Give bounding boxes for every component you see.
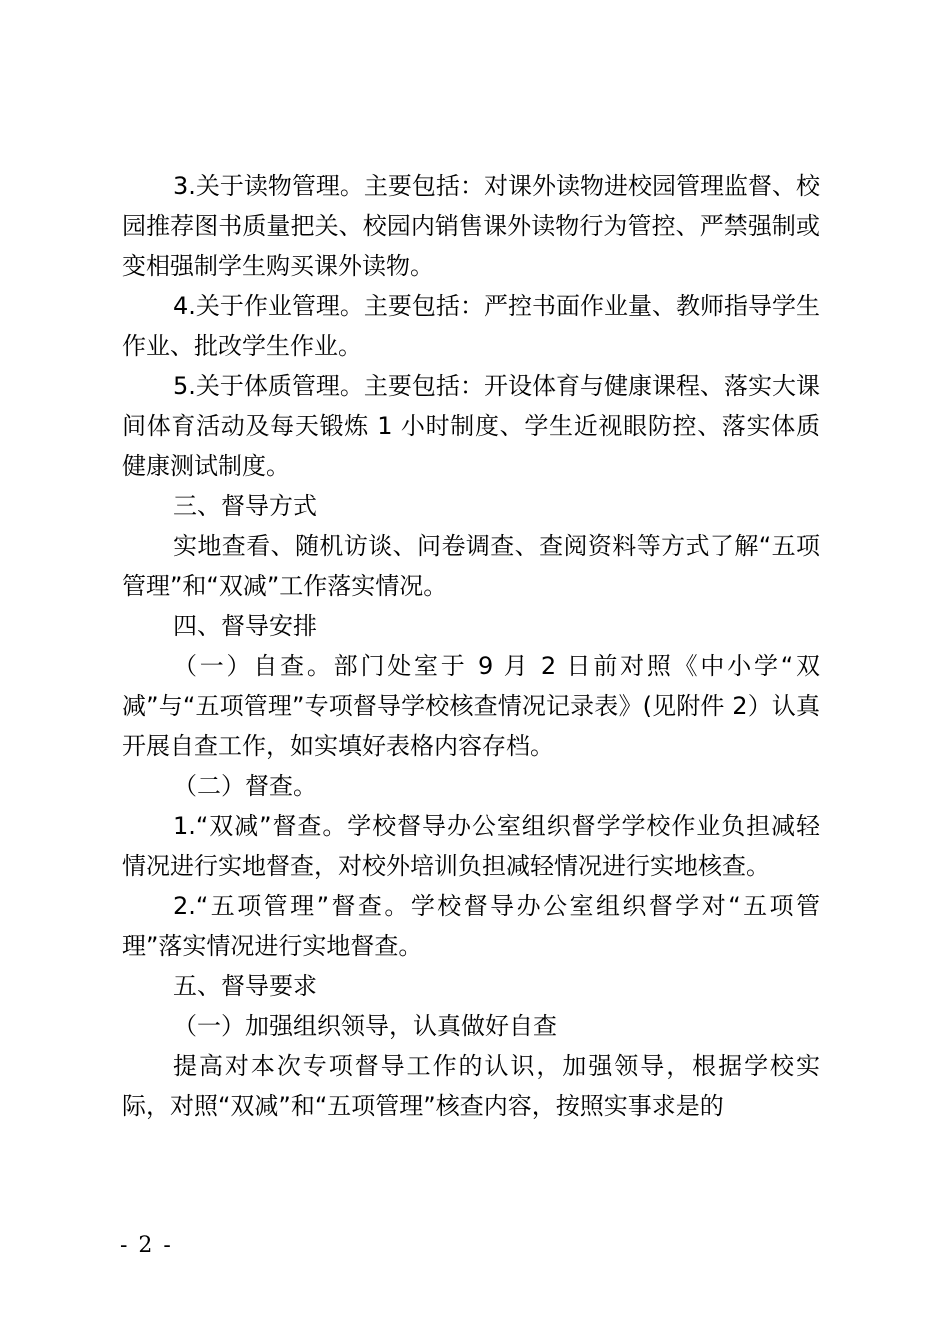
section-heading-supervision-method: 三、督导方式 <box>173 492 317 520</box>
page-number: - 2 - <box>120 1233 173 1258</box>
document-body <box>122 166 820 1126</box>
subheading-supervision: （二）督查。 <box>173 772 317 800</box>
paragraph-physical-management: 5.关于体质管理。主要包括：开设体育与健康课程、落实大课间体育活动及每天锻炼 1 小时制度、学生近视眼防控、落实体质健康测试制度。 <box>122 372 820 480</box>
section-heading-supervision-requirements: 五、督导要求 <box>173 972 317 1000</box>
subheading-strengthen-leadership: （一）加强组织领导，认真做好自查 <box>173 1012 557 1040</box>
paragraph-homework-management: 4.关于作业管理。主要包括：严控书面作业量、教师指导学生作业、批改学生作业。 <box>122 292 820 360</box>
paragraph-self-inspection: （一）自查。部门处室于 9 月 2 日前对照《中小学“双减”与“五项管理”专项督导学校核查情况记录表》(见附件 2）认真开展自查工作，如实填好表格内容存档。 <box>122 652 820 760</box>
paragraph-improve-awareness: 提高对本次专项督导工作的认识，加强领导，根据学校实际，对照“双减”和“五项管理”核查内容，按照实事求是的 <box>122 1052 820 1120</box>
section-heading-supervision-arrangement: 四、督导安排 <box>173 612 317 640</box>
paragraph-reading-management: 3.关于读物管理。主要包括：对课外读物进校园管理监督、校园推荐图书质量把关、校园内销售课外读物行为管控、严禁强制或变相强制学生购买课外读物。 <box>122 172 820 280</box>
paragraph-five-management-supervision: 2.“五项管理”督查。学校督导办公室组织督学对“五项管理”落实情况进行实地督查。 <box>122 892 820 960</box>
paragraph-double-reduction-supervision: 1.“双减”督查。学校督导办公室组织督学学校作业负担减轻情况进行实地督查，对校外培训负担减轻情况进行实地核查。 <box>122 812 820 880</box>
paragraph-supervision-method: 实地查看、随机访谈、问卷调查、查阅资料等方式了解“五项管理”和“双减”工作落实情况。 <box>122 532 820 600</box>
